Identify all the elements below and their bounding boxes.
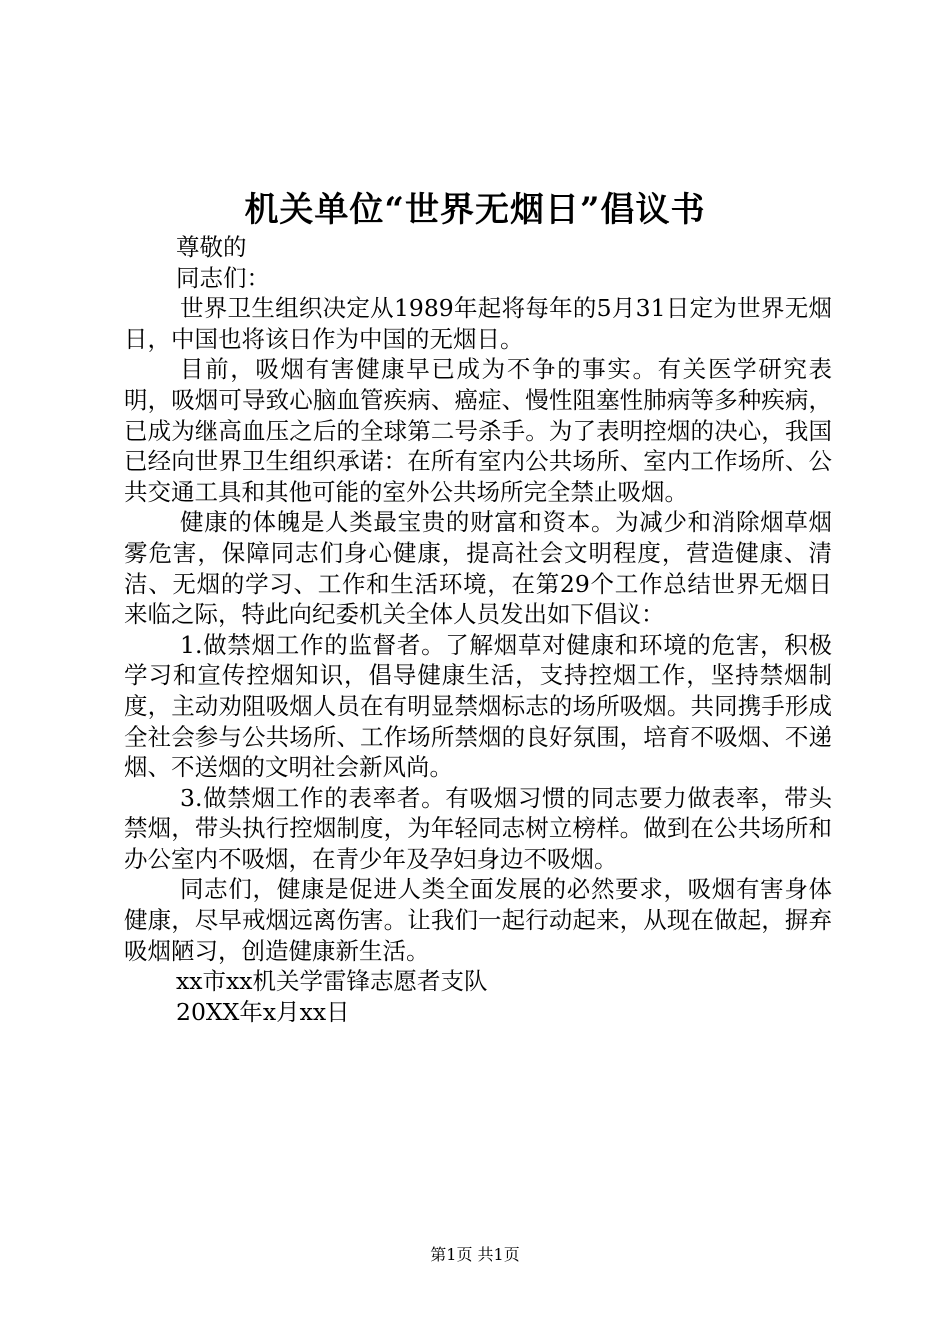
page-footer: 第1页 共1页	[430, 1245, 520, 1264]
paragraph-5: 3.做禁烟工作的表率者。有吸烟习惯的同志要力做表率，带头禁烟，带头执行控烟制度，为年轻同志树立榜样。做到在公共场所和办公室内不吸烟，在青少年及孕妇身边不吸烟。	[124, 783, 832, 873]
signature: xx市xx机关学雷锋志愿者支队	[176, 967, 488, 996]
paragraph-3: 健康的体魄是人类最宝贵的财富和资本。为减少和消除烟草烟雾危害，保障同志们身心健康，提高社会文明程度，营造健康、清洁、无烟的学习、工作和生活环境，在第29个工作总结世界无烟日来临之际，特此向纪委机关全体人员发出如下倡议：	[124, 508, 832, 629]
paragraph-1: 世界卫生组织决定从1989年起将每年的5月31日定为世界无烟日，中国也将该日作为中国的无烟日。	[124, 294, 832, 353]
paragraph-4: 1.做禁烟工作的监督者。了解烟草对健康和环境的危害，积极学习和宣传控烟知识，倡导健康生活，支持控烟工作，坚持禁烟制度，主动劝阻吸烟人员在有明显禁烟标志的场所吸烟。共同携手形成全社会参与公共场所、工作场所禁烟的良好氛围，培育不吸烟、不递烟、不送烟的文明社会新风尚。	[124, 630, 832, 782]
date: 20XX年x月xx日	[176, 997, 350, 1026]
paragraph-2: 目前，吸烟有害健康早已成为不争的事实。有关医学研究表明，吸烟可导致心脑血管疾病、癌症、慢性阻塞性肺病等多种疾病，已成为继高血压之后的全球第二号杀手。为了表明控烟的决心，我国已经向世界卫生组织承诺：在所有室内公共场所、室内工作场所、公共交通工具和其他可能的室外公共场所完全禁止吸烟。	[124, 355, 832, 506]
salutation-line-2: 同志们：	[176, 263, 270, 292]
document-body	[124, 232, 832, 1027]
document-title: 机关单位“世界无烟日”倡议书	[244, 190, 706, 230]
paragraph-6: 同志们，健康是促进人类全面发展的必然要求，吸烟有害身体健康，尽早戒烟远离伤害。让我们一起行动起来，从现在做起，摒弃吸烟陋习，创造健康新生活。	[124, 875, 832, 965]
salutation-line-1: 尊敬的	[176, 233, 247, 261]
